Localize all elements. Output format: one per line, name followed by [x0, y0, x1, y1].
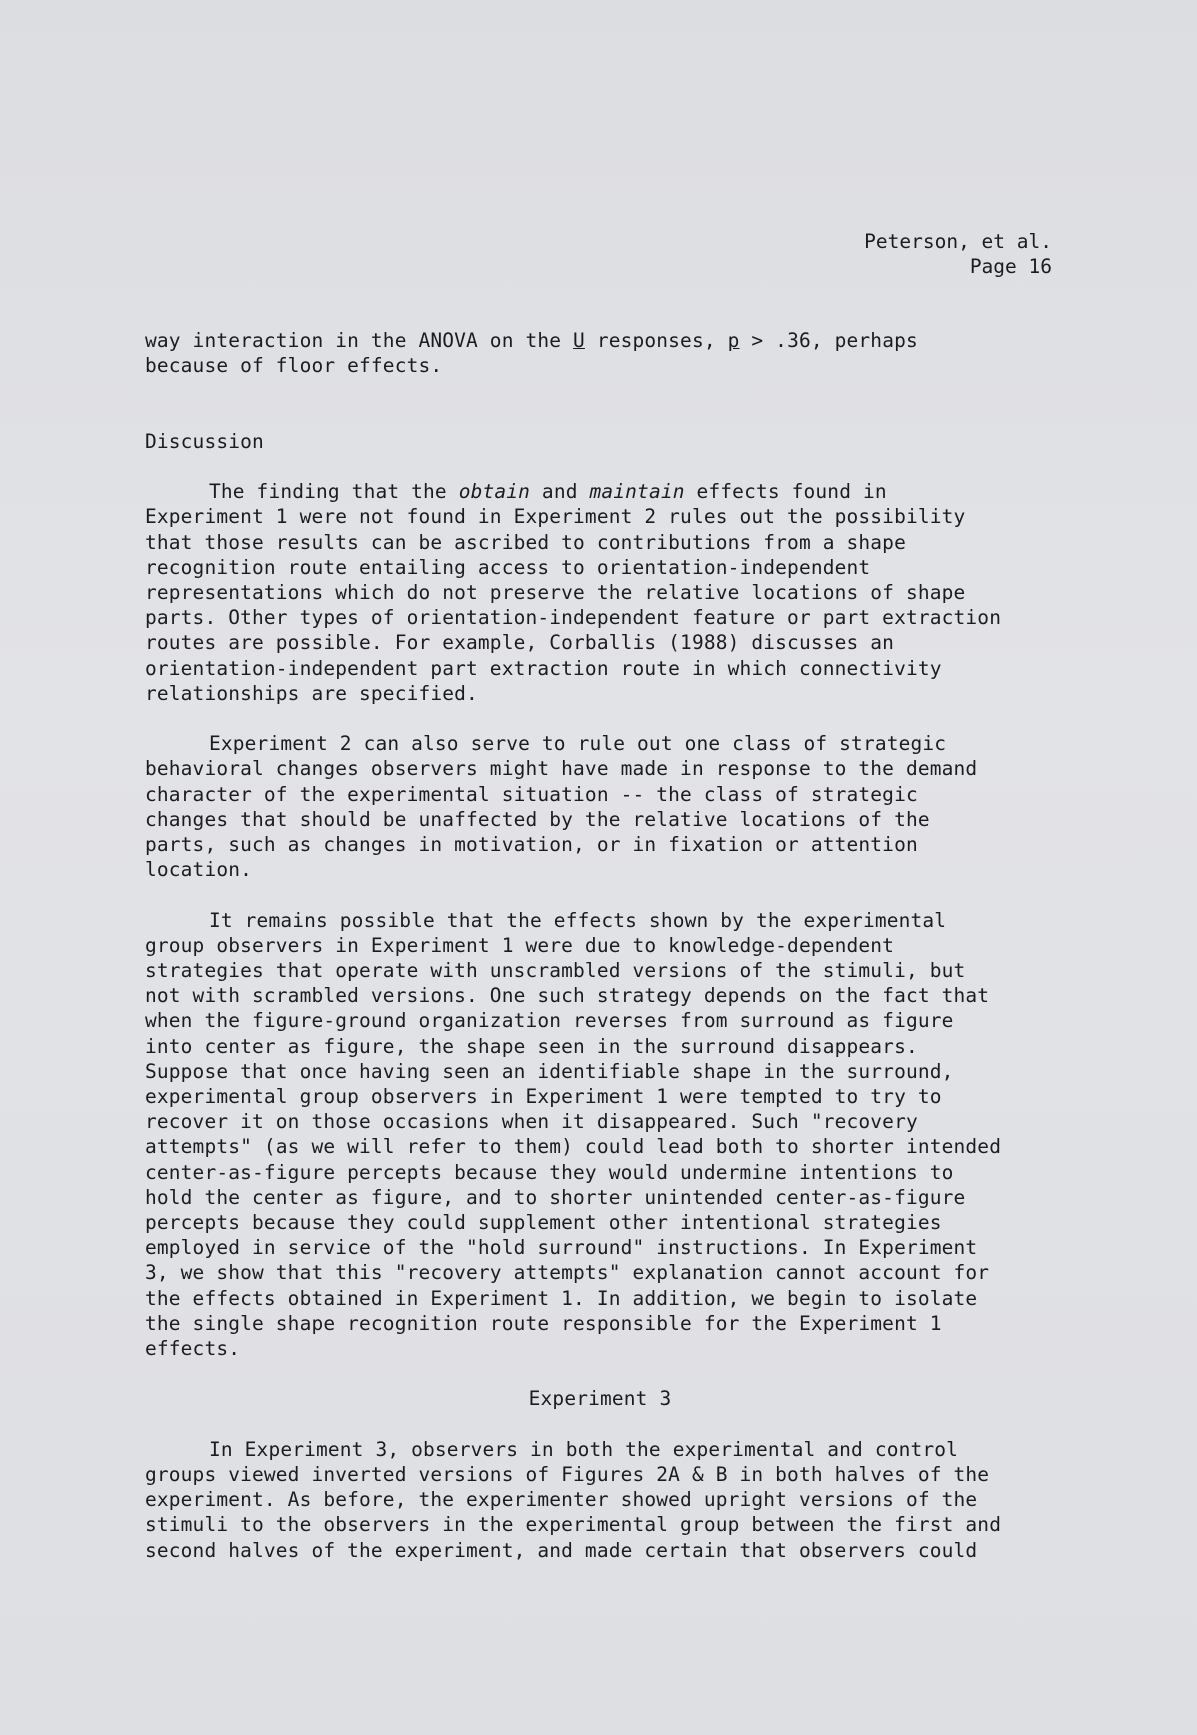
text-line: experimental group observers in Experiment 1 were tempted to try to — [145, 1085, 942, 1109]
text-line: character of the experimental situation -- the class of strategic — [145, 782, 918, 806]
paragraph-1 — [145, 479, 1070, 706]
text-line: orientation-independent part extraction route in which connectivity — [145, 656, 942, 680]
text-line: 3, we show that this "recovery attempts" explanation cannot account for — [145, 1261, 990, 1285]
text-line: In Experiment 3, observers in both the experimental and control — [209, 1437, 959, 1461]
text-line: that those results can be ascribed to contributions from a shape — [145, 530, 906, 554]
section-heading-experiment-3: Experiment 3 — [528, 1387, 672, 1411]
italic-term: obtain — [458, 480, 531, 504]
text-line: Experiment 1 were not found in Experiment 2 rules out the possibility — [145, 505, 966, 529]
text-line: The finding that the obtain and maintain effects found in — [209, 480, 887, 504]
text-line: changes that should be unaffected by the relative locations of the — [145, 807, 930, 831]
section-heading-discussion: Discussion — [145, 429, 264, 453]
text-line: It remains possible that the effects shown by the experimental — [209, 908, 947, 932]
text-line: recover it on those occasions when it disappeared. Such "recovery — [145, 1110, 918, 1134]
text-line: center-as-figure percepts because they would undermine intentions to — [145, 1160, 954, 1184]
italic-term: maintain — [589, 480, 685, 504]
text-line: second halves of the experiment, and made certain that observers could — [145, 1538, 978, 1562]
text-line: Experiment 2 can also serve to rule out one class of strategic — [209, 732, 947, 756]
text-line: the single shape recognition route responsible for the Experiment 1 — [145, 1311, 942, 1335]
text-line: when the figure-ground organization reverses from surround as figure — [145, 1009, 954, 1033]
paragraph-2 — [145, 731, 1070, 882]
text-line: percepts because they could supplement other intentional strategies — [145, 1211, 942, 1235]
text-line: parts, such as changes in motivation, or in fixation or attention — [145, 833, 918, 857]
text-line: effects. — [145, 1337, 241, 1361]
header-page-number: Page 16 — [969, 255, 1052, 278]
underlined-variable: p — [727, 329, 740, 352]
running-header — [864, 229, 1052, 279]
header-author: Peterson, et al. — [864, 230, 1052, 253]
text-line: location. — [145, 858, 253, 882]
text-line: not with scrambled versions. One such strategy depends on the fact that — [145, 984, 990, 1008]
text-line: behavioral changes observers might have made in response to the demand — [145, 757, 978, 781]
text-line: employed in service of the "hold surround" instructions. In Experiment — [145, 1236, 978, 1260]
text-line: because of floor effects. — [145, 354, 443, 378]
text-line: parts. Other types of orientation-independent feature or part extraction — [145, 606, 1002, 630]
text-line: way interaction in the ANOVA on the U responses, p > .36, perhaps — [145, 329, 918, 352]
text-line: experiment. As before, the experimenter showed upright versions of the — [145, 1488, 978, 1512]
text-line: routes are possible. For example, Corballis (1988) discusses an — [145, 631, 895, 655]
text-line: into center as figure, the shape seen in the surround disappears. — [145, 1034, 918, 1058]
text-line: recognition route entailing access to orientation-independent — [145, 555, 871, 579]
text-line: representations which do not preserve the relative locations of shape — [145, 581, 966, 604]
text-line: hold the center as figure, and to shorter unintended center-as-figure — [145, 1185, 966, 1209]
text-line: relationships are specified. — [145, 681, 478, 705]
underlined-variable: U — [573, 329, 585, 352]
body-text — [145, 328, 1070, 1563]
text-line: strategies that operate with unscrambled versions of the stimuli, but — [145, 959, 966, 983]
text-line: attempts" (as we will refer to them) could lead both to shorter intended — [145, 1135, 1002, 1159]
paragraph-4 — [145, 1437, 1070, 1563]
paragraph-3 — [145, 908, 1070, 1362]
text-line: groups viewed inverted versions of Figures 2A & B in both halves of the — [145, 1463, 990, 1487]
text-line: group observers in Experiment 1 were due to knowledge-dependent — [145, 933, 895, 957]
text-line: stimuli to the observers in the experimental group between the first and — [145, 1513, 1002, 1537]
text-line: Suppose that once having seen an identifiable shape in the surround, — [145, 1059, 954, 1083]
text-line: the effects obtained in Experiment 1. In addition, we begin to isolate — [145, 1286, 978, 1310]
